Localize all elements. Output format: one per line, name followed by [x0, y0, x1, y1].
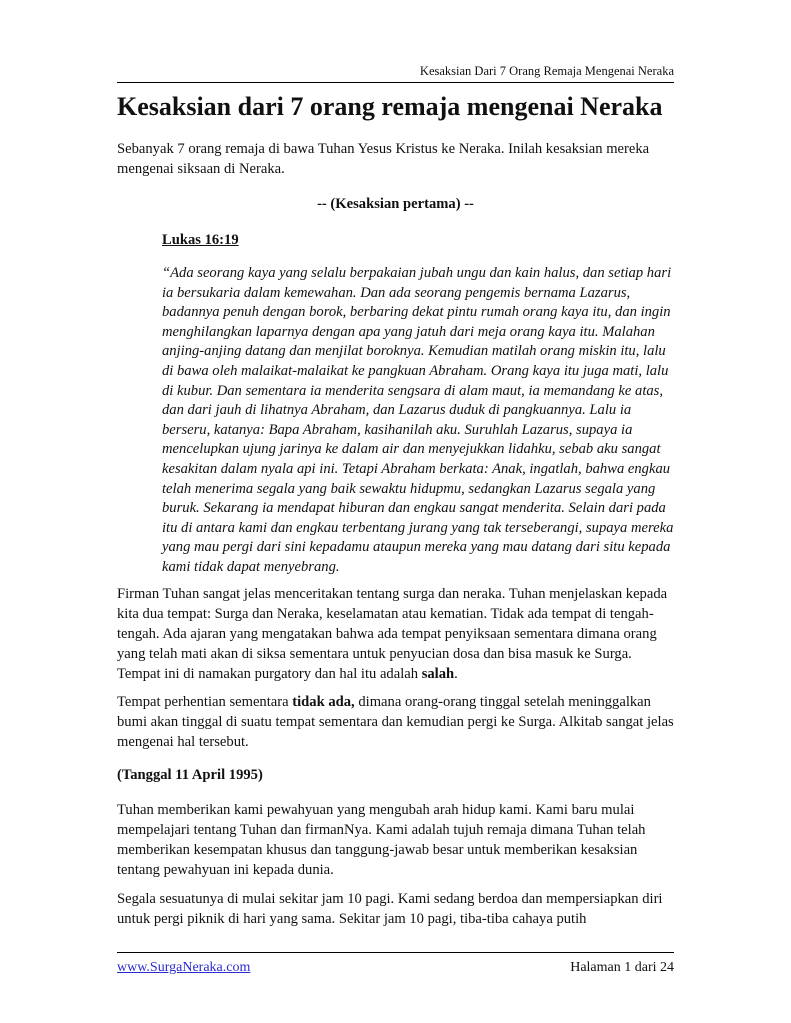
verse-reference: Lukas 16:19 — [162, 232, 239, 248]
document-title: Kesaksian dari 7 orang remaja mengenai Neraka — [117, 92, 663, 121]
paragraph-2-start: Tempat perhentian sementara — [117, 694, 293, 710]
paragraph-2 — [117, 692, 677, 752]
intro-paragraph: Sebanyak 7 orang remaja di bawa Tuhan Yesus Kristus ke Neraka. Inilah kesaksian mereka mengenai siksaan di Neraka. — [117, 141, 650, 177]
paragraph-2-bold: tidak ada, — [292, 694, 355, 710]
paragraph-2-rest: dimana orang-orang tinggal setelah meninggalkan bumi akan tinggal di suatu tempat sementara dan kemudian pergi ke Surga. Alkitab sangat jelas mengenai hal tersebut. — [117, 694, 674, 750]
running-header: Kesaksian Dari 7 Orang Remaja Mengenai Neraka — [419, 64, 674, 78]
section-label: -- (Kesaksian pertama) -- — [317, 196, 474, 212]
footer-website-link[interactable]: www.SurgaNeraka.com — [117, 960, 251, 975]
paragraph-1-text: Firman Tuhan sangat jelas menceritakan tentang surga dan neraka. Tuhan menjelaskan kepada kita dua tempat: Surga dan Neraka, keselamatan atau kematian. Tidak ada tempat di tengah-tengah. Ada ajaran yang mengatakan bahwa ada tempat penyiksaan sementara dimana orang yang telah mati akan di siksa sementara untuk penyucian dosa dan bisa masuk ke Surga. Tempat ini di namakan purgatory dan hal itu adalah — [117, 586, 668, 682]
paragraph-4: Segala sesuatunya di mulai sekitar jam 10 pagi. Kami sedang berdoa dan mempersiapkan diri untuk pergi piknik di hari yang sama. Sekitar jam 10 pagi, tiba-tiba cahaya putih — [117, 891, 663, 927]
paragraph-1-end: . — [454, 666, 458, 682]
date-heading: (Tanggal 11 April 1995) — [117, 767, 263, 783]
paragraph-1-bold: salah — [421, 666, 455, 682]
header-divider — [117, 82, 674, 83]
footer-divider — [117, 952, 674, 953]
scripture-quote: “Ada seorang kaya yang selalu berpakaian jubah ungu dan kain halus, dan setiap hari ia bersukaria dalam kemewahan. Dan ada seorang pengemis bernama Lazarus, badannya penuh dengan borok, berbaring dekat pintu rumah orang kaya itu, dan ingin menghilangkan laparnya dengan apa yang jatuh dari meja orang kaya itu. Malahan anjing-anjing datang dan menjilat boroknya. Kemudian matilah orang miskin itu, lalu di bawa oleh malaikat-malaikat ke pangkuan Abraham. Orang kaya itu juga mati, lalu di kubur. Dan sementara ia menderita sengsara di alam maut, ia memandang ke atas, dan dari jauh di lihatnya Abraham, dan Lazarus duduk di pangkuannya. Lalu ia berseru, katanya: Bapa Abraham, kasihanilah aku. Suruhlah Lazarus, supaya ia mencelupkan ujung jarinya ke dalam air dan menyejukkan lidahku, sebab aku sangat kesakitan dalam nyala api ini. Tetapi Abraham berkata: Anak, ingatlah, bahwa engkau telah menerima segala yang baik sewaktu hidupmu, sedangkan Lazarus segala yang buruk. Sekarang ia mendapat hiburan dan engkau sangat menderita. Selain dari pada itu di antara kami dan engkau terbentang jurang yang tak terseberangi, supaya mereka yang mau pergi dari sini kepadamu ataupun mereka yang mau datang dari situ kepada kami tidak dapat menyebrang. — [162, 265, 674, 575]
paragraph-3: Tuhan memberikan kami pewahyuan yang mengubah arah hidup kami. Kami baru mulai mempelajari tentang Tuhan dan firmanNya. Kami adalah tujuh remaja dimana Tuhan telah memberikan kesempatan khusus dan tanggung-jawab besar untuk memberikan kesaksian tentang pewahyuan ini kepada dunia. — [117, 802, 646, 878]
paragraph-1 — [117, 584, 677, 684]
page-number: Halaman 1 dari 24 — [570, 960, 674, 975]
